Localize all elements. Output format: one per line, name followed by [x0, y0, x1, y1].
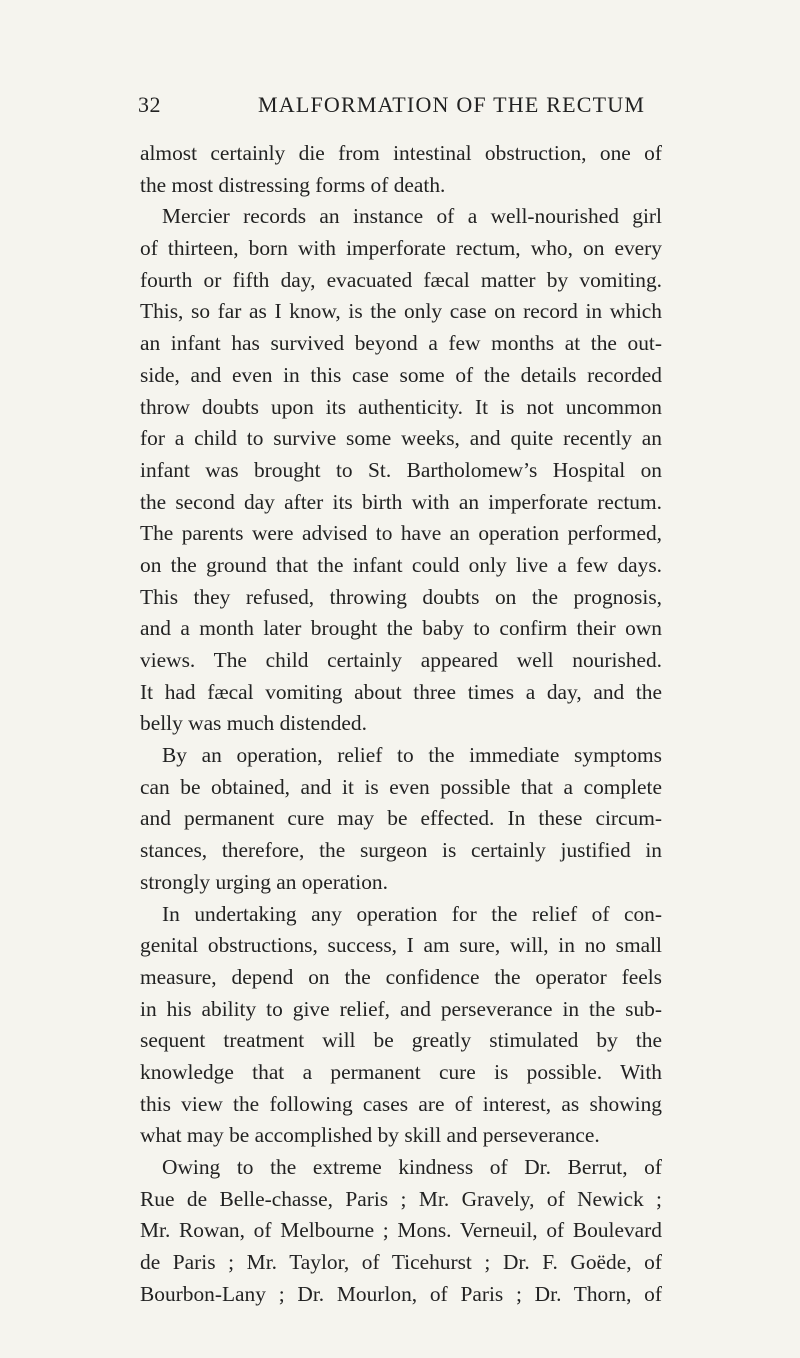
- text-line: fourth or fifth day, evacuated fæcal matter by vomiting.: [140, 267, 662, 292]
- text-line: Rue de Belle-chasse, Paris ; Mr. Gravely, of Newick ;: [140, 1186, 662, 1211]
- text-line: and permanent cure may be effected. In these circum-: [140, 806, 662, 831]
- text-line: for a child to survive some weeks, and quite recently an: [140, 426, 662, 451]
- text-line: almost certainly die from intestinal obstruction, one of: [140, 141, 662, 165]
- text-line: infant was brought to St. Bartholomew’s Hospital on: [140, 457, 662, 482]
- running-title: MALFORMATION OF THE RECTUM: [258, 92, 646, 117]
- text-line: side, and even in this case some of the details recorded: [140, 362, 662, 387]
- text-line: belly was much distended.: [140, 711, 367, 736]
- page-header: [0, 92, 800, 122]
- text-line: an infant has survived beyond a few months at the out-: [140, 331, 662, 356]
- text-line: This they refused, throwing doubts on the prognosis,: [140, 584, 662, 609]
- text-line: can be obtained, and it is even possible that a complete: [140, 774, 662, 799]
- text-line: the most distressing forms of death.: [140, 172, 446, 197]
- text-line: stances, therefore, the surgeon is certainly justified in: [140, 838, 662, 863]
- text-line: Mercier records an instance of a well-nourished girl: [162, 204, 662, 229]
- text-line: strongly urging an operation.: [140, 869, 388, 894]
- text-line: views. The child certainly appeared well nourished.: [140, 648, 662, 672]
- text-line: what may be accomplished by skill and perseverance.: [140, 1123, 600, 1148]
- text-line: genital obstructions, success, I am sure, will, in no small: [140, 933, 662, 958]
- text-line: and a month later brought the baby to confirm their own: [140, 616, 662, 641]
- text-line: Bourbon-Lany ; Dr. Mourlon, of Paris ; Dr. Thorn, of: [140, 1281, 662, 1306]
- text-line: By an operation, relief to the immediate symptoms: [162, 743, 662, 768]
- body-text: [140, 138, 662, 1310]
- text-line: the second day after its birth with an imperforate rectum.: [140, 489, 662, 514]
- text-line: throw doubts upon its authenticity. It is not uncommon: [140, 394, 662, 419]
- text-line: It had fæcal vomiting about three times a day, and the: [140, 679, 662, 704]
- text-line: In undertaking any operation for the relief of con-: [162, 901, 662, 926]
- text-line: of thirteen, born with imperforate rectum, who, on every: [140, 236, 662, 261]
- text-line: The parents were advised to have an operation performed,: [140, 521, 662, 546]
- text-line: in his ability to give relief, and perseverance in the sub-: [140, 996, 662, 1021]
- text-line: de Paris ; Mr. Taylor, of Ticehurst ; Dr. F. Goëde, of: [140, 1250, 662, 1275]
- text-line: This, so far as I know, is the only case on record in which: [140, 299, 662, 324]
- text-line: on the ground that the infant could only live a few days.: [140, 552, 662, 577]
- text-line: this view the following cases are of interest, as showing: [140, 1091, 662, 1116]
- text-line: Mr. Rowan, of Melbourne ; Mons. Verneuil, of Boulevard: [140, 1218, 662, 1243]
- text-line: measure, depend on the confidence the operator feels: [140, 964, 662, 989]
- text-line: sequent treatment will be greatly stimulated by the: [140, 1028, 662, 1053]
- page-number: 32: [138, 92, 161, 117]
- text-line: knowledge that a permanent cure is possible. With: [140, 1059, 662, 1084]
- text-line: Owing to the extreme kindness of Dr. Berrut, of: [162, 1155, 662, 1179]
